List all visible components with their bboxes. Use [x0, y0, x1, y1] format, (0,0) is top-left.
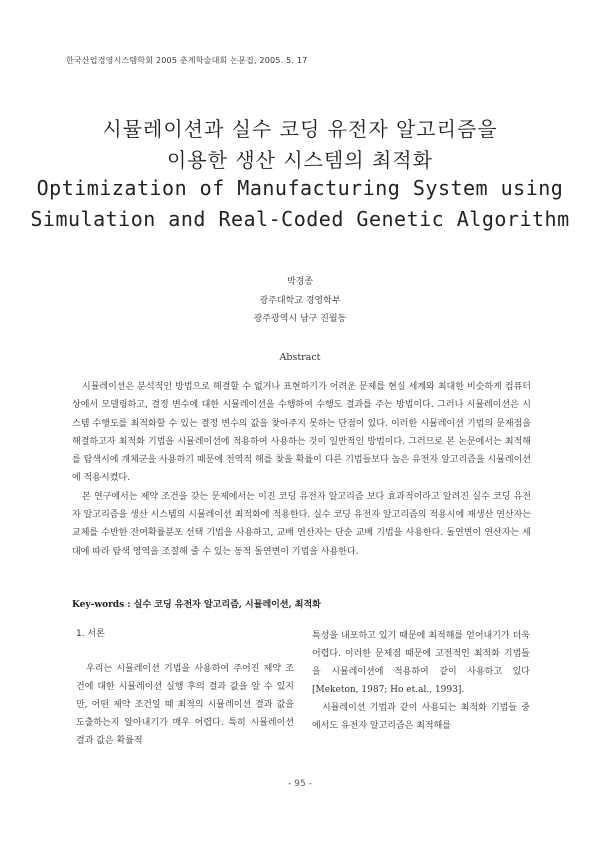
author-name: 박경종: [286, 277, 314, 287]
title-korean-line-2: 이용한 생산 시스템의 최적화: [167, 148, 433, 172]
body-paragraph-left: 우리는 시뮬레이션 기법을 사용하여 주어진 제약 조건에 대한 시뮬레이션 실행 후의 결과 값을 알 수 있지만, 어떤 제약 조건일 때 최적의 시뮬레이션 결과 값을 도출하는지 알아내기가 매우 어렵다. 특히 시뮬레이션 결과 값은 확률적: [76, 663, 294, 746]
author-address: 광주광역시 남구 진월동: [253, 314, 347, 324]
keywords: Key-words : 실수 코딩 유전자 알고리즘, 시뮬레이션, 최적화: [72, 600, 321, 610]
abstract-paragraph-1: 시뮬레이션은 분석적인 방법으로 해결할 수 없거나 표현하기가 어려운 문제를 현실 세계와 최대한 비슷하게 컴퓨터상에서 모델링하고, 결정 변수에 대한 시뮬레이션을 수행하여 수행도 결과를 주는 방법이다. 그러나 시뮬레이션은 시스템 수행도를 최적화할 수 있는 결정 변수의 값을 찾아주지 못하는 단점이 있다. 이러한 시뮬레이션 기법의 문제점을 해결하고자 최적화 기법을 시뮬레이션에 적용하여 사용하는 것이 일반적인 방법이다. 그러므로 본 논문에서는 최적해를 탐색시에 개체군을 사용하기 때문에 전역적 해를 찾을 확률이 다른 기법들보다 높은 유전자 알고리즘을 시뮬레이션에 적용시켰다.: [72, 382, 531, 484]
title-korean-line-1: 시뮬레이션과 실수 코딩 유전자 알고리즘을: [102, 117, 498, 141]
body-paragraph-right-2: 시뮬레이션 기법과 같이 사용되는 최적화 기법들 중에서도 유전자 알고리즘은 최적해를: [312, 702, 530, 731]
abstract-paragraph-2: 본 연구에서는 제약 조건을 갖는 문제에서는 이진 코딩 유전자 알고리즘 보다 효과적이라고 알려진 실수 코딩 유전자 알고리즘을 생산 시스템의 시뮬레이션 최적화에 적용한다. 실수 코딩 유전자 알고리즘의 적용시에 재생산 연산자는 교체를 수반한 잔여확률분포 선택 기법을 사용하고, 교배 연산자는 단순 교배 기법을 사용한다. 돌연변이 연산자는 세대에 따라 탐색 영역을 조절해 줄 수 있는 동적 돌연변이 기법을 사용한다.: [72, 491, 531, 557]
page-number: - 95 -: [288, 779, 312, 789]
abstract-body: [72, 378, 531, 561]
author-affiliation: 광주대학교 경영학부: [259, 296, 341, 306]
section-heading: 1. 서론: [76, 629, 105, 639]
body-column-right: [312, 628, 530, 735]
title-english-line-1: Optimization of Manufacturing System using: [36, 176, 564, 200]
body-column-left: [76, 626, 294, 750]
abstract-heading: Abstract: [279, 352, 321, 363]
body-paragraph-right-1: 특성을 내포하고 있기 때문에 최적해를 얻어내기가 더욱 어렵다. 이러한 문제점 때문에 고전적인 최적화 기법들을 시뮬레이션에 적용하여 같이 사용하고 있다[Meketon, 1987; Ho et.al., 1993].: [312, 631, 530, 695]
journal-header: 한국산업경영시스템학회 2005 춘계학술대회 논문집, 2005. 5. 17: [66, 56, 308, 65]
title-english-line-2: Simulation and Real-Coded Genetic Algorithm: [30, 207, 570, 231]
